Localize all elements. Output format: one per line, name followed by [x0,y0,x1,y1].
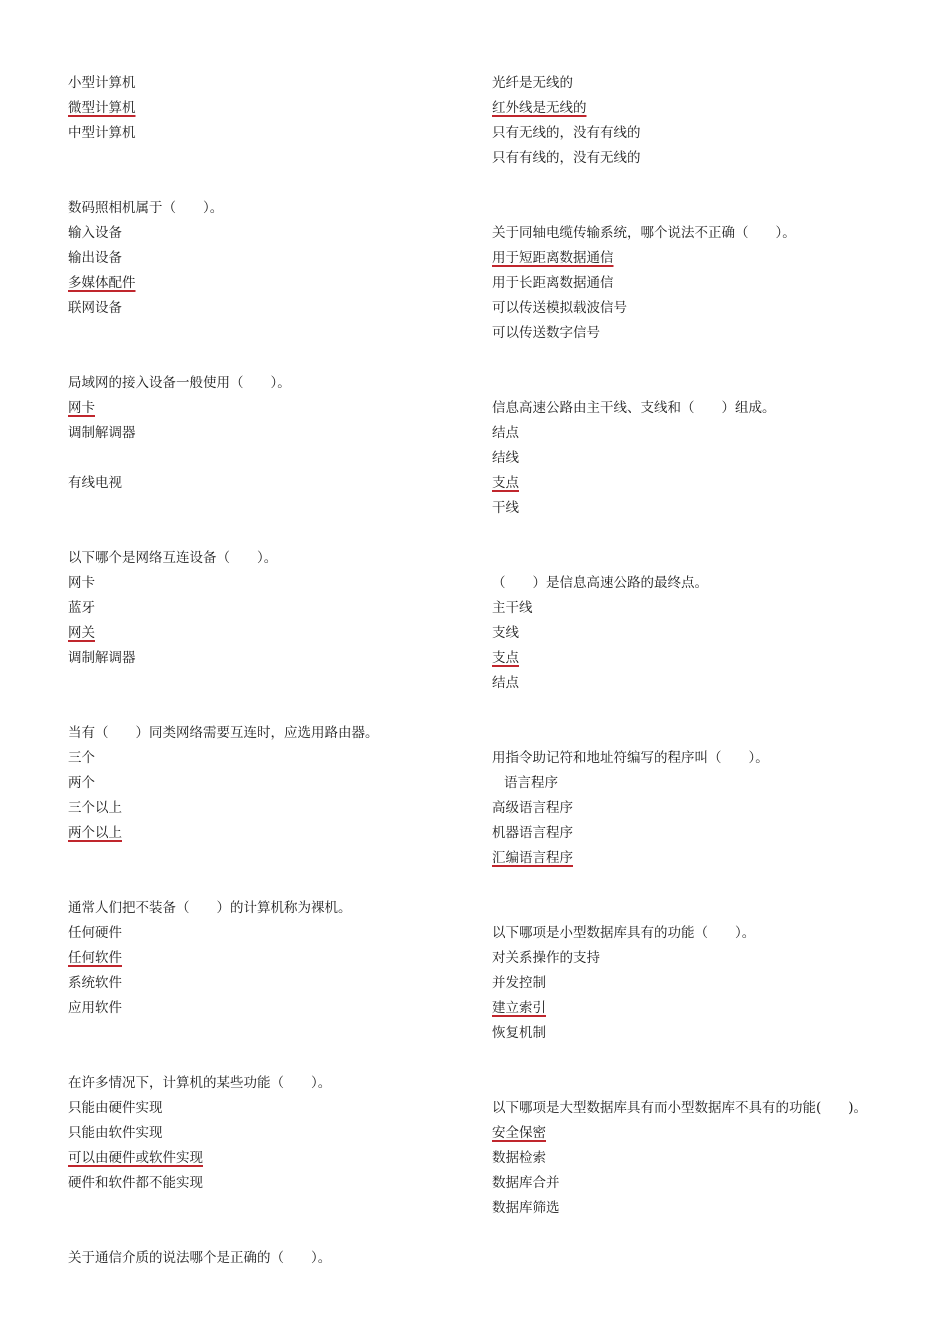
line-text: 主干线 [492,600,533,616]
answer-option: 红外线是无线的 [492,100,587,116]
right-spacer [492,546,932,571]
right-column [492,71,932,1221]
line-text: 可以传送数字信号 [492,325,600,341]
left-spacer [68,1221,468,1246]
right-text-line [492,221,932,246]
answer-option: 任何软件 [68,950,122,966]
line-text: 局域网的接入设备一般使用（ ）。 [68,375,291,391]
line-text: 只有无线的，没有有线的 [492,125,641,141]
left-text-line [68,421,468,446]
left-text-line [68,1246,468,1271]
right-text-line [492,321,932,346]
left-text-line [68,1071,468,1096]
left-text-line [68,596,468,621]
left-spacer [68,321,468,346]
left-spacer [68,696,468,721]
answer-option: 微型计算机 [68,100,136,116]
left-text-line [68,746,468,771]
left-text-line [68,71,468,96]
left-spacer [68,1021,468,1046]
right-text-line [492,1146,932,1171]
left-text-line [68,771,468,796]
left-answer-line [68,946,468,971]
right-answer-line [492,646,932,671]
left-spacer [68,1046,468,1071]
line-text: 恢复机制 [492,1025,546,1041]
line-text: 结点 [492,425,519,441]
line-text: 干线 [492,500,519,516]
right-text-line [492,971,932,996]
right-spacer [492,871,932,896]
right-text-line [492,121,932,146]
right-text-line [492,1171,932,1196]
right-text-line [492,771,932,796]
left-text-line [68,1171,468,1196]
line-text: 当有（ ）同类网络需要互连时，应选用路由器。 [68,725,379,741]
left-text-line [68,571,468,596]
right-text-line [492,296,932,321]
line-text: 三个 [68,750,95,766]
line-text: 只能由软件实现 [68,1125,163,1141]
answer-option: 可以由硬件或软件实现 [68,1150,203,1166]
left-answer-line [68,271,468,296]
line-text: 结线 [492,450,519,466]
line-text: 数码照相机属于（ ）。 [68,200,224,216]
left-text-line [68,996,468,1021]
right-text-line [492,571,932,596]
right-spacer [492,1046,932,1071]
left-text-line [68,471,468,496]
line-text: 可以传送模拟载波信号 [492,300,627,316]
answer-option: 多媒体配件 [68,275,136,291]
left-spacer [68,671,468,696]
answer-option: 两个以上 [68,825,122,841]
left-text-line [68,371,468,396]
line-text: 高级语言程序 [492,800,573,816]
line-text: 语言程序 [504,775,558,791]
left-spacer [68,346,468,371]
line-text: 任何硬件 [68,925,122,941]
answer-option: 支点 [492,650,519,666]
line-text: 光纤是无线的 [492,75,573,91]
right-spacer [492,521,932,546]
right-text-line [492,396,932,421]
line-text: 以下哪项是大型数据库具有而小型数据库不具有的功能( )。 [492,1100,868,1116]
left-answer-line [68,821,468,846]
line-text: 支线 [492,625,519,641]
right-answer-line [492,1121,932,1146]
right-text-line [492,271,932,296]
right-text-line [492,1096,932,1121]
line-text: 数据库筛选 [492,1200,560,1216]
right-spacer [492,1071,932,1096]
line-text: 系统软件 [68,975,122,991]
left-text-line [68,296,468,321]
left-text-line [68,971,468,996]
right-text-line [492,796,932,821]
left-text-line [68,196,468,221]
right-answer-line [492,846,932,871]
left-answer-line [68,96,468,121]
left-spacer [68,846,468,871]
line-text: 通常人们把不装备（ ）的计算机称为裸机。 [68,900,352,916]
left-spacer [68,146,468,171]
left-answer-line [68,396,468,421]
right-text-line [492,496,932,521]
right-spacer [492,896,932,921]
right-text-line [492,1196,932,1221]
line-text: 在许多情况下，计算机的某些功能（ ）。 [68,1075,332,1091]
line-text: 结点 [492,675,519,691]
right-text-line [492,821,932,846]
line-text: 数据库合并 [492,1175,560,1191]
line-text: 关于通信介质的说法哪个是正确的（ ）。 [68,1250,332,1266]
answer-option: 建立索引 [492,1000,546,1016]
answer-option: 网卡 [68,400,95,416]
line-text: 用于长距离数据通信 [492,275,614,291]
line-text: （ ）是信息高速公路的最终点。 [492,575,708,591]
answer-option: 安全保密 [492,1125,546,1141]
right-text-line [492,921,932,946]
left-text-line [68,221,468,246]
line-text: 以下哪项是小型数据库具有的功能（ ）。 [492,925,756,941]
answer-option: 汇编语言程序 [492,850,573,866]
line-text: 网卡 [68,575,95,591]
left-text-line [68,246,468,271]
right-answer-line [492,246,932,271]
right-text-line [492,671,932,696]
right-text-line [492,421,932,446]
line-text: 关于同轴电缆传输系统，哪个说法不正确（ ）。 [492,225,796,241]
right-spacer [492,346,932,371]
right-text-line [492,621,932,646]
left-text-line [68,546,468,571]
right-text-line [492,596,932,621]
line-text: 数据检索 [492,1150,546,1166]
line-text: 蓝牙 [68,600,95,616]
line-text: 只能由硬件实现 [68,1100,163,1116]
right-text-line [492,146,932,171]
left-answer-line [68,621,468,646]
left-text-line [68,1121,468,1146]
line-text: 对关系操作的支持 [492,950,600,966]
left-spacer [68,1196,468,1221]
line-text: 只有有线的，没有无线的 [492,150,641,166]
answer-option: 用于短距离数据通信 [492,250,614,266]
line-text: 硬件和软件都不能实现 [68,1175,203,1191]
line-text: 输入设备 [68,225,122,241]
left-text-line [68,721,468,746]
left-spacer [68,496,468,521]
right-spacer [492,171,932,196]
left-text-line [68,646,468,671]
line-text: 以下哪个是网络互连设备（ ）。 [68,550,278,566]
left-text-line [68,1096,468,1121]
left-spacer [68,171,468,196]
left-spacer [68,521,468,546]
line-text: 小型计算机 [68,75,136,91]
line-text: 并发控制 [492,975,546,991]
right-answer-line [492,96,932,121]
line-text: 信息高速公路由主干线、支线和（ ）组成。 [492,400,776,416]
answer-option: 支点 [492,475,519,491]
line-text: 用指令助记符和地址符编写的程序叫（ ）。 [492,750,769,766]
right-text-line [492,71,932,96]
line-text: 机器语言程序 [492,825,573,841]
line-text: 联网设备 [68,300,122,316]
answer-option: 网关 [68,625,95,641]
line-text: 应用软件 [68,1000,122,1016]
left-text-line [68,796,468,821]
right-text-line [492,446,932,471]
right-text-line [492,1021,932,1046]
right-text-line [492,946,932,971]
right-spacer [492,371,932,396]
left-spacer [68,446,468,471]
line-text: 调制解调器 [68,425,136,441]
line-text: 输出设备 [68,250,122,266]
right-spacer [492,196,932,221]
line-text: 三个以上 [68,800,122,816]
line-text: 调制解调器 [68,650,136,666]
line-text: 有线电视 [68,475,122,491]
line-text: 中型计算机 [68,125,136,141]
left-text-line [68,921,468,946]
left-answer-line [68,1146,468,1171]
left-text-line [68,896,468,921]
right-spacer [492,721,932,746]
right-spacer [492,696,932,721]
right-text-line [492,746,932,771]
left-text-line [68,121,468,146]
left-spacer [68,871,468,896]
right-answer-line [492,471,932,496]
right-answer-line [492,996,932,1021]
left-column [68,71,468,1271]
line-text: 两个 [68,775,95,791]
